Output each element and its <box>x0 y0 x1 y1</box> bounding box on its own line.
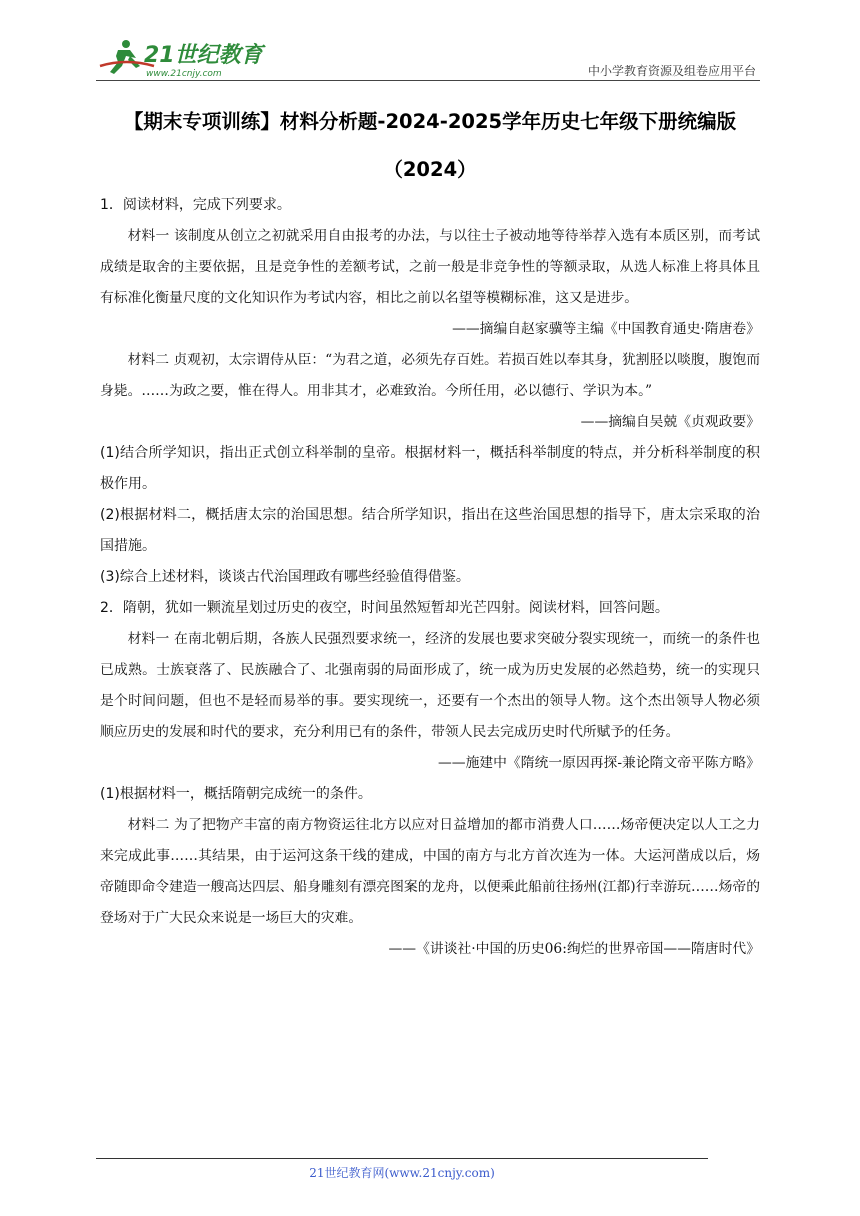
q1-subquestion-3: (3)综合上述材料，谈谈古代治国理政有哪些经验值得借鉴。 <box>100 569 470 585</box>
logo-text: 21世纪教育 <box>144 43 263 68</box>
platform-name: 中小学教育资源及组卷应用平台 <box>587 64 756 78</box>
footer-link[interactable]: 21世纪教育网(www.21cnjy.com) <box>309 1166 495 1180</box>
document-title: 【期末专项训练】材料分析题-2024-2025学年历史七年级下册统编版 <box>123 110 737 133</box>
q2-material-1-source: ——施建中《隋统一原因再探-兼论隋文帝平陈方略》 <box>438 755 760 771</box>
q2-material-1: 材料一 在南北朝后期，各族人民强烈要求统一，经济的发展也要求突破分裂实现统一，而统一的条件也已成熟。士族衰落了、民族融合了、北强南弱的局面形成了，统一成为历史发展的必然趋势，统一的实现只是个时间问题，但也不是轻而易举的事。要实现统一，还要有一个杰出的领导人物。这个杰出领导人物必须顺应历史的发展和时代的要求，充分利用已有的条件，带领人民去完成历史时代所赋予的任务。 <box>100 631 760 740</box>
document-body <box>100 190 760 965</box>
question-2-prompt: 2．隋朝，犹如一颗流星划过历史的夜空，时间虽然短暂却光芒四射。阅读材料，回答问题。 <box>100 600 669 616</box>
footer-divider <box>96 1158 708 1159</box>
q1-material-1-source: ——摘编自赵家骥等主编《中国教育通史·隋唐卷》 <box>452 321 760 337</box>
q2-subquestion-1: (1)根据材料一，概括隋朝完成统一的条件。 <box>100 786 372 802</box>
q1-material-1: 材料一 该制度从创立之初就采用自由报考的办法，与以往士子被动地等待举荐入选有本质区别，而考试成绩是取舍的主要依据，且是竞争性的差额考试，之前一般是非竞争性的等额录取，从选人标准上将具体且有标准化衡量尺度的文化知识作为考试内容，相比之前以名望等模糊标准，这又是进步。 <box>100 228 760 306</box>
logo-21cnjy <box>96 36 266 80</box>
q2-material-2-source: ——《讲谈社·中国的历史06:绚烂的世界帝国——隋唐时代》 <box>388 941 760 957</box>
logo-url: www.21cnjy.com <box>146 69 222 79</box>
q2-material-2: 材料二 为了把物产丰富的南方物资运往北方以应对日益增加的都市消费人口……炀帝便决定以人工之力来完成此事……其结果，由于运河这条干线的建成，中国的南方与北方首次连为一体。大运河凿成以后，炀帝随即命令建造一艘高达四层、船身雕刻有漂亮图案的龙舟，以便乘此船前往扬州(江都)行幸游玩……炀帝的登场对于广大民众来说是一场巨大的灾难。 <box>100 817 760 926</box>
document-title-year: （2024） <box>383 158 477 181</box>
q1-material-2: 材料二 贞观初，太宗谓侍从臣：“为君之道，必须先存百姓。若损百姓以奉其身，犹割胫以啖腹，腹饱而身毙。……为政之要，惟在得人。用非其才，必难致治。今所任用，必以德行、学识为本。” <box>100 352 760 399</box>
q1-subquestion-2: (2)根据材料二，概括唐太宗的治国思想。结合所学知识，指出在这些治国思想的指导下，唐太宗采取的治国措施。 <box>100 507 760 554</box>
q1-subquestion-1: (1)结合所学知识，指出正式创立科举制的皇帝。根据材料一，概括科举制度的特点，并分析科举制度的积极作用。 <box>100 445 760 492</box>
header-divider <box>96 80 760 81</box>
q1-material-2-source: ——摘编自吴兢《贞观政要》 <box>580 414 760 430</box>
page-header <box>96 36 760 80</box>
question-1-prompt: 1．阅读材料，完成下列要求。 <box>100 197 291 213</box>
